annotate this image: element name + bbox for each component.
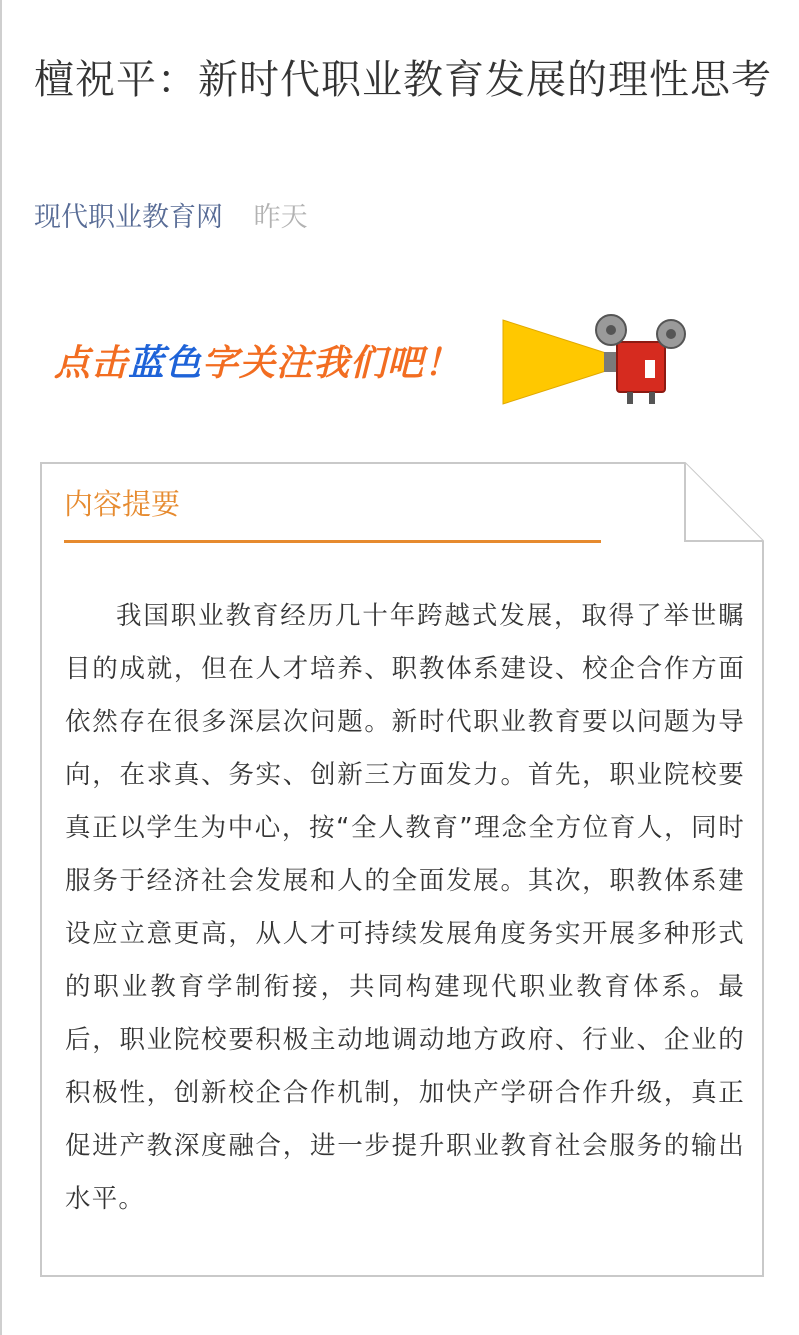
summary-heading-underline xyxy=(64,540,601,543)
summary-card xyxy=(40,462,764,1277)
banner-text-blue: 蓝色 xyxy=(128,343,203,384)
banner-text-part3: 字关注我们吧！ xyxy=(202,343,462,384)
summary-body: 我国职业教育经历几十年跨越式发展，取得了举世瞩目的成就，但在人才培养、职教体系建设、校企合作方面依然存在很多深层次问题。新时代职业教育要以问题为导向，在求真、务实、创新三方面发力。首先，职业院校要真正以学生为中心，按“全人教育”理念全方位育人，同时服务于经济社会发展和人的全面发展。其次，职教体系建设应立意更高，从人才可持续发展角度务实开展多种形式的职业教育学制衔接，共同构建现代职业教育体系。最后，职业院校要积极主动地调动地方政府、行业、企业的积极性，创新校企合作机制，加快产学研合作升级，真正促进产教深度融合，进一步提升职业教育社会服务的输出水平。 xyxy=(65,601,745,1214)
article-meta xyxy=(34,198,308,238)
banner-text-part1: 点击 xyxy=(54,343,129,384)
follow-banner[interactable] xyxy=(54,312,704,412)
source-link[interactable]: 现代职业教育网 xyxy=(34,202,223,233)
publish-time: 昨天 xyxy=(253,202,308,233)
summary-heading: 内容提要 xyxy=(64,487,181,521)
left-edge-divider xyxy=(0,0,2,1335)
banner-text xyxy=(54,335,461,386)
film-projector-icon xyxy=(499,312,704,412)
article-title: 檀祝平：新时代职业教育发展的理性思考 xyxy=(34,57,772,103)
